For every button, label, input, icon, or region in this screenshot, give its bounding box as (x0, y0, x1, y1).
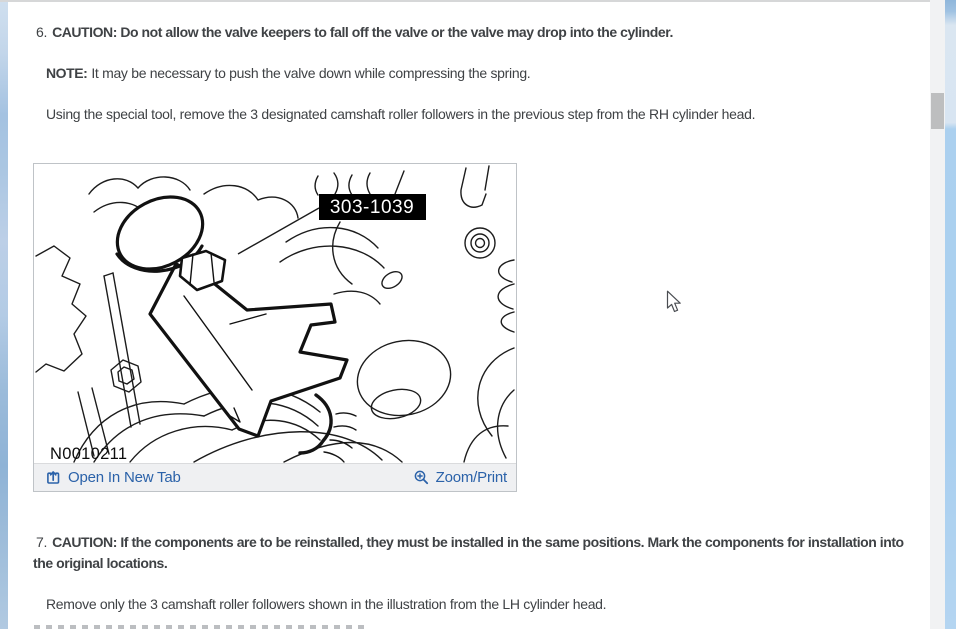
note-label: NOTE: (46, 65, 88, 81)
mouse-cursor (666, 290, 683, 314)
background-left-strip (0, 2, 8, 629)
cropped-next-line (34, 625, 369, 629)
step-6-number: 6. (36, 24, 48, 40)
step-6-caution (33, 22, 919, 43)
open-in-new-tab-link[interactable] (46, 469, 181, 486)
figure-panel (33, 163, 517, 492)
step-6-note (46, 63, 910, 84)
top-divider (0, 0, 944, 2)
figure-toolbar (34, 463, 516, 491)
step-7-caution-text: CAUTION: If the components are to be reinstalled, they must be installed in the same positions. Mark the components for installation into the original locations. (33, 534, 904, 571)
zoom-print-link[interactable] (414, 469, 507, 486)
open-in-new-tab-label: Open In New Tab (68, 469, 181, 486)
zoom-print-label: Zoom/Print (435, 469, 507, 486)
step-6-instruction: Using the special tool, remove the 3 designated camshaft roller followers in the previous step from the RH cylinder head. (46, 106, 756, 122)
step-7-number: 7. (36, 534, 48, 550)
engine-line-drawing (34, 164, 516, 463)
step-7-caution (33, 532, 919, 574)
retaining-clip-drawing (300, 395, 356, 462)
figure-id-label: N0010211 (50, 445, 128, 463)
special-tool-drawing (105, 183, 347, 436)
vertical-scrollbar-thumb[interactable] (931, 93, 944, 129)
step-6-caution-text: CAUTION: Do not allow the valve keepers to fall off the valve or the valve may drop into the cylinder. (52, 24, 673, 40)
tool-callout-label: 303-1039 (329, 197, 415, 218)
background-right-strip (945, 0, 956, 629)
zoom-print-icon (414, 470, 429, 485)
step-7-instruction: Remove only the 3 camshaft roller followers shown in the illustration from the LH cylinder head. (46, 596, 607, 612)
open-in-new-tab-icon (46, 470, 61, 485)
figure-illustration (34, 164, 516, 463)
note-text: It may be necessary to push the valve down while compressing the spring. (91, 65, 531, 81)
